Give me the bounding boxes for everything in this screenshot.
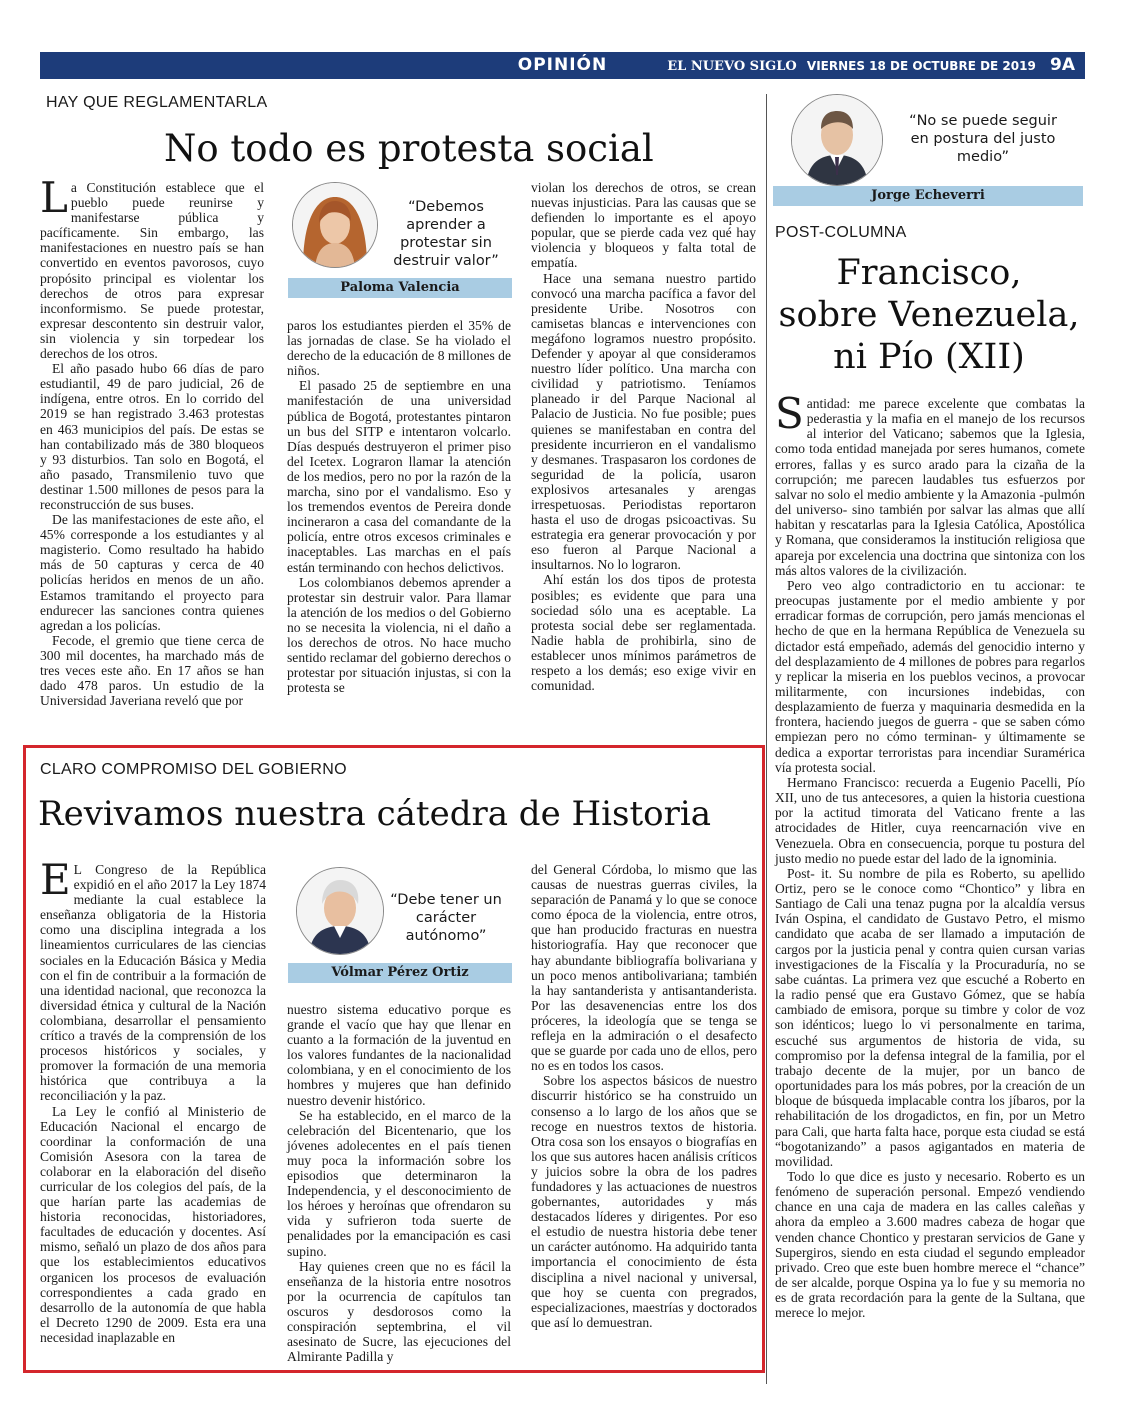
title-line: ni Pío (XII) [833,337,1025,377]
article1-paragraph: violan los derechos de otros, se crean nuevas injusticias. Para las causas que se defienden lo importante es el apoyo popular, que se pierde cada vez qué hay violencia y bloqueos y falta total de empatía. [531,180,756,271]
article2-column-3 [531,862,757,1330]
article3-paragraph: Pero veo algo contradictorio en tu accionar: te preocupas justamente por el medio ambiente y por erradicar formas de corrupción, pero jamás mencionas el hecho de que en la hermana República de Venezuela su dictador está empeñado, además del genocidio interno y del desplazamiento de 4 millones de pobres para regarlos y replicar la miseria en los pueblos vecinos, a provocar militarmente, con incursiones indebidas, con desplazamiento de fuerza y maquinaria desmedida en la frontera, haciendo juegos de guerra - que se saben cómo empiezan pero no cómo terminan- y últimamente se dedica a exportar terroristas para incendiar Suramérica vía protesta social. [775,577,1085,775]
article1-paragraph: La Constitución establece que el pueblo puede reunirse y manifestarse pública y pacíficamente. Sin embargo, las manifestaciones en nuestro país se han convertido en eventos pavorosos, cuyo propósito principal es violentar los derechos de otros para expresar inconformismo. Se puede protestar, expresar descontento sin destruir valor, sin violencia y sin torpedear los derechos de los otros. [40,173,264,362]
article2-paragraph: del General Córdoba, lo mismo que las causas de nuestras guerras civiles, la separación de Panamá y lo que se conoce como época de la violencia, entre otros, que han producido fracturas en nuestra historiografía. Hay que reconocer que hay abundante bibliografía bolivariana y un poco menos antibolivariana; también la hay santanderista y antisantanderista. Por las desavenencias entre los dos próceres, la ideología que se tenga se refleja en la admiración o el desafecto que se guarde por cada uno de ellos, pero no es en todos los casos. [531,862,757,1074]
title-line: sobre Venezuela, [778,295,1080,335]
author-name: Jorge Echeverri [773,186,1083,206]
article3-kicker: POST-COLUMNA [775,224,907,241]
article3-paragraph: Post- it. Su nombre de pila es Roberto, su apellido Ortiz, pero se le conoce como “Chontico” y libra en Santiago de Cali una tenaz pugna por la alcaldía versus Iván Ospina, el candidato de Gustavo Petro, el mismo candidato que acaba de ser llamado a imputación de cargos por la justicia penal y contra quien cursan varias investigaciones de la Fiscalía y la Procuraduría, no se sabe cuántas. La primera vez que escuché a Roberto en la radio pensé que era Gustavo Gómez, que se había cambiado de emisora, porque su timbre y color de voz son idénticos; luego lo vi personalmente en tarima, escuché sus argumentos de historia de vida, su compromiso por la defensa integral de la familia, por el trabajo decente de la mujer, por un banco de oportunidades para los más pobres, por la creación de un bloque de búsqueda implacable contra los jíbaros, por la rehabilitación de los drogadictos, en fin, por un Metro para Cali, que harta falta hace, porque esta ciudad se está “bogotanizando” a pasos agigantados en materia de movilidad. [775,865,1085,1169]
article2-paragraph: La Ley le confió al Ministerio de Educación Nacional el encargo de coordinar la conformación de una Comisión Asesora con la tarea de colaborar en la elaboración del diseño curricular de los colegios del país, de la que harían parte las academias de historia reconocidas, historiadores, facultades de educación y docentes. Así mismo, señaló un plazo de dos años para que los establecimientos educativos organicen los procesos de evaluación correspondientes a cada grado en desarrollo de la autonomía de que habla el Decreto 1290 de 2009. Esta era una necesidad inaplazable en [40,1103,266,1345]
article2-paragraph: Se ha establecido, en el marco de la celebración del Bicentenario, que los jóvenes adolecentes en el país tienen muy poca la información sobre los episodios que determinaron la Independencia, y el desconocimiento de los héroes y heroínas que ofrendaron su vida y sufrieron toda suerte de penalidades por la emancipación es casi supino. [287,1107,511,1259]
article2-quote-box [288,865,512,985]
article2-kicker: CLARO COMPROMISO DEL GOBIERNO [40,761,347,778]
article3-paragraph: Santidad: me parece excelente que combatas la pederastia y la mafia en el manejo de los recursos al interior del Vaticano; sabemos que la Iglesia, como toda entidad manejada por seres humanos, comete errores, fallas y es surco arado para la cizaña de la corrupción; me parecen laudables tus esfuerzos por salvar no solo el medio ambiente y la Amazonia -pulmón del universo- sino también por salvar las almas que allí habitan y rescatarlas para la Iglesia Católica, Apostólica y Romana, que consideramos la institución religiosa que apareja por excelencia una doctrina que sintoniza con los más altos valores de la civilización. [775,389,1085,578]
newspaper-brand: EL NUEVO SIGLO [667,59,797,74]
pull-quote: “Debemos aprender a protestar sin destruir valor” [393,199,499,269]
masthead-info [667,52,1075,80]
section-header-bar [40,52,1085,79]
author-photo [296,867,384,955]
article1-column-2 [287,318,511,695]
article3-title [773,252,1085,378]
dropcap: S [775,389,804,438]
article3-paragraph: Todo lo que dice es justo y necesario. Roberto es un fenómeno de superación personal. Empezó vendiendo chance en una caja de madera en las calles caleñas y ahora da empleo a 3.600 madres cabeza de hogar que venden chance Chontico y prestaran servicios de Gane y Supergiros, siendo en esta ciudad el segundo empleador privado. Creo que este buen hombre merece el “chance” de ser alcalde, porque Ospina ya lo fue y su memoria no es de grata recordación para la gente de la Sultana, que merece lo mejor. [775,1168,1085,1321]
author-name: Vólmar Pérez Ortiz [288,963,512,983]
article2-paragraph: Sobre los aspectos básicos de nuestro discurrir histórico se ha construido un consenso a lo largo de los años que se recoge en nuestros textos de historia. Otra cosa son los ensayos o biografías en los que sus autores hacen análisis críticos y juicios sobre la obra de los padres fundadores y las actuaciones de nuestros gobernantes, autoridades y más destacados líderes y dirigentes. Por eso el estudio de nuestra historia debe tener un carácter autónomo. Ha adquirido tanta importancia el conocimiento de ésta disciplina a nivel nacional y universal, que hoy se cuenta con pregrados, especializaciones, maestrías y doctorados que así lo demuestran. [531,1073,757,1330]
article2-paragraph: nuestro sistema educativo porque es grande el vacío que hay que llenar en cuanto a la formación de la juventud en los valores fundantes de la nacionalidad colombiana, y en el conocimiento de los hombres y mujeres que han definido nuestro devenir histórico. [287,1002,511,1108]
article2-paragraph: Hay quienes creen que no es fácil la enseñanza de la historia entre nosotros por la ocurrencia de capítulos tan oscuros y desdorosos como la conspiración septembrina, el vil asesinato de Sucre, las ejecuciones del Almirante Padilla y [287,1258,511,1365]
article1-paragraph: Ahí están los dos tipos de protesta posibles; es evidente que para una sociedad sólo una es aceptable. La protesta social debe ser reglamentada. Nadie habla de prohibirla, sino de establecer unos mínimos parámetros de respeto a los demás; eso exige vivir en comunidad. [531,572,756,694]
article1-paragraph: Fecode, el gremio que tiene cerca de 300 mil docentes, ha marchado más de tres veces este año. En 17 años se han dado 478 paros. Un estudio de la Universidad Javeriana reveló que por [40,632,264,709]
pull-quote: “No se puede seguir en postura del justo medio” [909,113,1057,165]
article1-paragraph: De las manifestaciones de este año, el 45% corresponde a los estudiantes y al magisterio. Como resultado ha habido más de 50 capturas y cerca de 40 policías heridos en menos de un año. Estamos tramitando el proyecto para endurecer las sanciones contra quienes agredan a los policías. [40,512,264,633]
article1-quote-box [288,180,512,300]
page-number: 9A [1050,55,1075,75]
section-title: OPINIÓN [517,55,608,75]
article3-body [775,389,1085,1321]
article1-column-3 [531,180,756,693]
pull-quote: “Debe tener un carácter autónomo” [390,892,502,944]
article1-kicker: HAY QUE REGLAMENTARLA [46,94,268,111]
article2-title: Revivamos nuestra cátedra de Historia [38,794,711,834]
article1-paragraph: Los colombianos debemos aprender a protestar sin destruir valor. Para llamar la atención de los medios o del Gobierno no se necesita la violencia, ni el daño a los derechos de otros. No hace mucho sentido reclamar del gobierno derechos o protestar por situación injustas, si con la protesta se [287,574,511,696]
article1-title: No todo es protesta social [164,127,654,170]
issue-date: VIERNES 18 DE OCTUBRE DE 2019 [806,59,1036,73]
article2-paragraph: E L Congreso de la República expidió en el año 2017 la Ley 1874 mediante la cual establece la enseñanza obligatoria de la Historia como una disciplina integrada a los lineamientos curriculares de las ciencias sociales en la Educación Básica y Media con el fin de contribuir a la formación de una identidad nacional, que reconozca la diversidad étnica y cultural de la Nación colombiana, desarrollar el pensamiento crítico a través de la comprensión de los procesos históricos y sociales, y promover la formación de una memoria histórica que contribuya a la reconciliación y la paz. [40,855,266,1104]
author-photo [791,94,883,186]
article1-column-1 [40,173,264,709]
dropcap: E [40,855,71,904]
article2-column-1 [40,855,266,1345]
author-name: Paloma Valencia [288,278,512,298]
article3-paragraph: Hermano Francisco: recuerda a Eugenio Pacelli, Pío XII, uno de tus antecesores, a quien la historia cuestiona por la actitud timorata del Vaticano frente a las atrocidades de Hitler, cuya reencarnación vive en Venezuela. Obra en consecuencia, porque tu postura del justo medio no puede estar del lado de la ignominia. [775,774,1085,866]
article1-paragraph: paros los estudiantes pierden el 35% de las jornadas de clase. Se ha violado el derecho de la educación de 8 millones de niños. [287,318,511,379]
dropcap: L [40,173,68,222]
article1-paragraph: El año pasado hubo 66 días de paro estudiantil, 49 de paro judicial, 26 de indígena, entre otros. En lo corrido del 2019 se han registrado 3.463 protestas en 463 municipios del país. De estas se han contabilizado más de 380 bloqueos y 93 disturbios. Tan solo en Bogotá, el año pasado, Transmilenio tuvo que destinar 1.500 millones de pesos para la reconstrucción de sus buses. [40,361,264,512]
article3-quote-box [773,88,1083,210]
article1-paragraph: Hace una semana nuestro partido convocó una marcha pacífica a favor del presidente Uribe. Nosotros con camisetas blancas e intervenciones con megáfono logramos nuestro propósito. Defender y apoyar al que consideramos nuestro líder político. Una marcha con civilidad y patriotismo. Teníamos planeado ir del Parque Nacional al Palacio de Justicia. No fue posible; pues quienes se manifestaban en contra del presidente incurrieron en el vandalismo y desmanes. Traspasaron los cordones de seguridad de la policía, usaron explosivos artesanales y arengas irrespetuosas. Periodistas reportaron hasta el uso de drogas psicoactivas. Su estrategia era generar provocación y por eso fueron al Parque Nacional a insultarnos. No lo lograron. [531,270,756,573]
author-photo [292,182,378,268]
article1-paragraph: El pasado 25 de septiembre en una manifestación de una universidad pública de Bogotá, protestantes pintaron un bus del SITP e intentaron volcarlo. Días después destruyeron el primer piso del Icetex. Lograron llamar la atención de los medios, pero no por la razón de la marcha, sino por el vandalismo. Eso y los tremendos eventos de Pereira donde incineraron a casa del comandante de la policía, entre otros excesos criminales e inaceptables. Las marchas en el país están terminando con hechos delictivos. [287,378,511,575]
title-line: Francisco, [836,253,1022,293]
article2-column-2 [287,1002,511,1364]
column-divider [766,94,767,1384]
